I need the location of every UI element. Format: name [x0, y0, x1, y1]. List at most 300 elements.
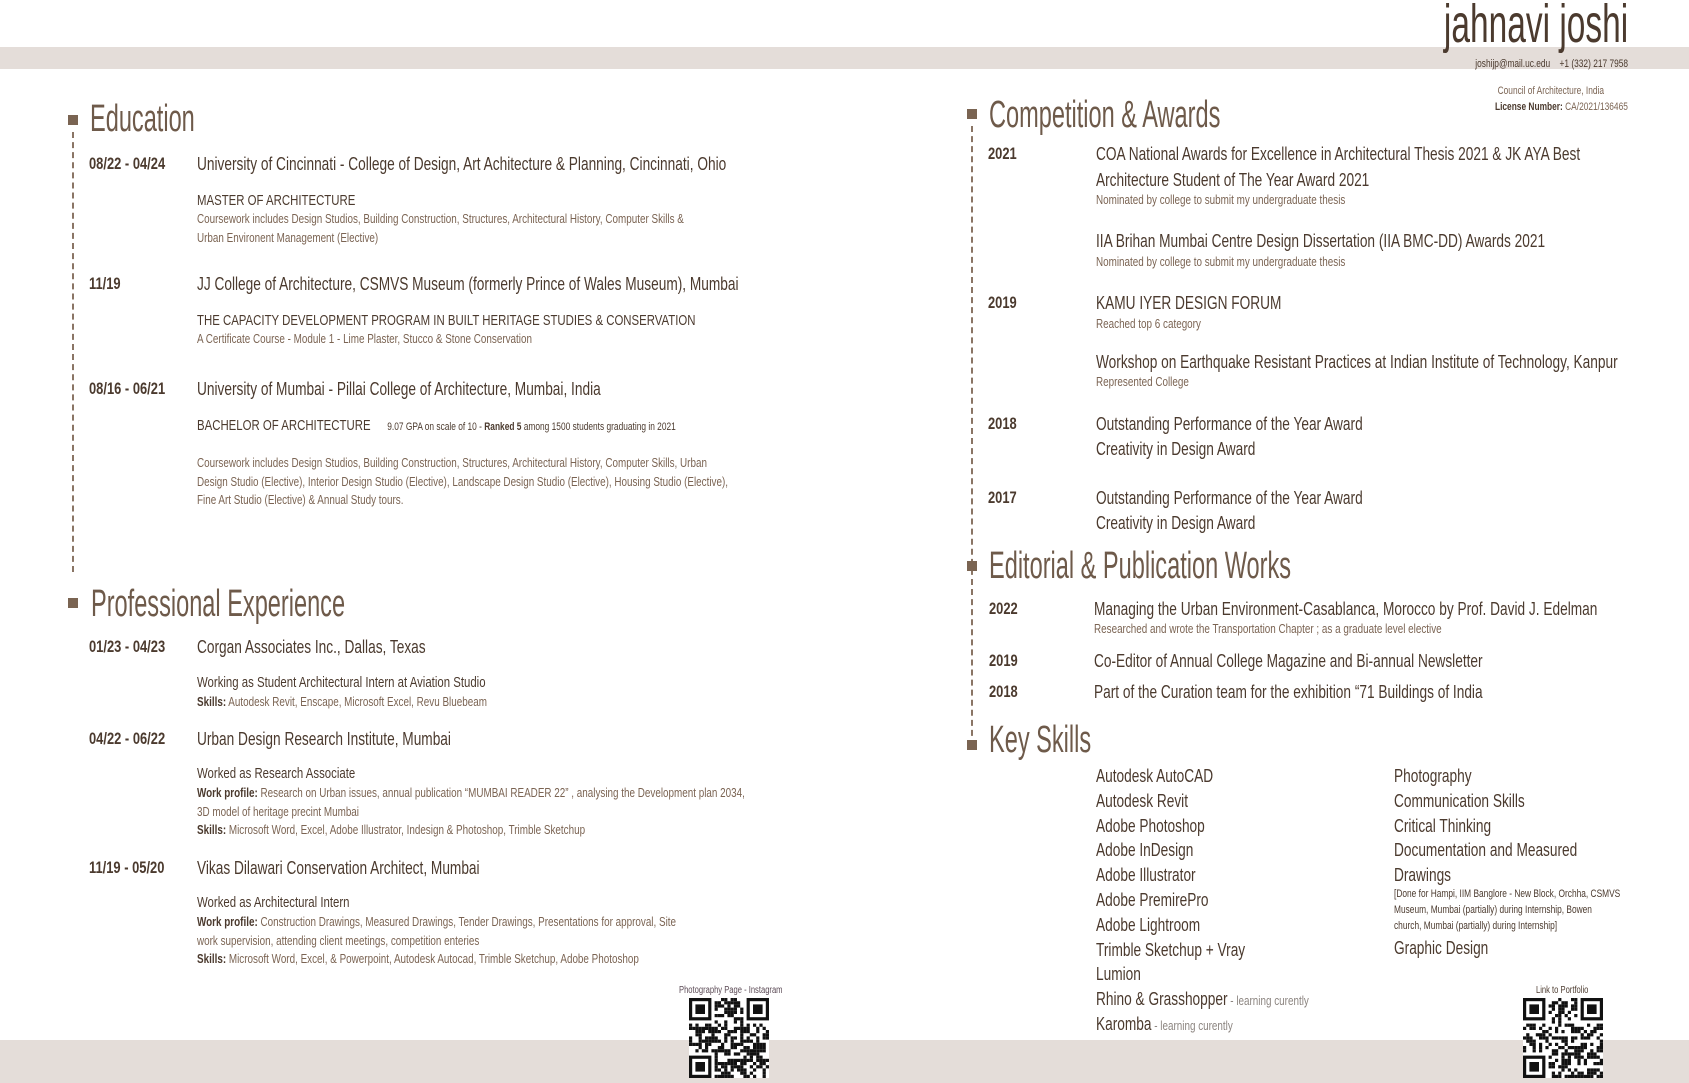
- qr-module: [1574, 1056, 1577, 1059]
- qr-module: [1552, 1001, 1555, 1004]
- qr-module: [702, 1040, 705, 1043]
- qr-module: [740, 1024, 743, 1027]
- qr-module: [1558, 1075, 1561, 1078]
- qr-module: [753, 1075, 756, 1078]
- qr-module: [766, 1059, 769, 1062]
- qr-module: [1571, 998, 1574, 1001]
- qr-module: [1533, 1024, 1536, 1027]
- education-institution: University of Cincinnati - College of Design, Art Achitecture & Planning, Cincinnati, Ohio: [197, 154, 727, 174]
- qr-module: [1571, 1075, 1574, 1078]
- qr-module: [1600, 1033, 1603, 1036]
- qr-module: [763, 1049, 766, 1052]
- qr-module: [708, 1040, 711, 1043]
- qr-module: [1574, 1014, 1577, 1017]
- qr-module: [699, 1027, 702, 1030]
- qr-module: [1555, 1043, 1558, 1046]
- qr-module: [763, 1043, 766, 1046]
- qr-module: [1542, 1030, 1545, 1033]
- qr-module: [740, 1065, 743, 1068]
- qr-module: [1561, 1036, 1564, 1039]
- qr-module: [727, 1059, 730, 1062]
- qr-module: [763, 1059, 766, 1062]
- qr-module: [1574, 1068, 1577, 1071]
- qr-module: [1600, 1040, 1603, 1043]
- qr-module: [1587, 1056, 1590, 1059]
- qr-module: [724, 1008, 727, 1011]
- qr-module: [1539, 1043, 1542, 1046]
- qr-module: [731, 1059, 734, 1062]
- qr-module: [750, 1065, 753, 1068]
- qr-module: [743, 1056, 746, 1059]
- qr-module: [1593, 1056, 1596, 1059]
- qr-module: [715, 1049, 718, 1052]
- qr-module: [1565, 1062, 1568, 1065]
- skill-item: Critical Thinking: [1394, 816, 1492, 836]
- experience-heading: Professional Experience: [91, 583, 346, 625]
- experience-profile: 3D model of heritage precint Mumbai: [197, 804, 360, 819]
- award-title: KAMU IYER DESIGN FORUM: [1096, 293, 1282, 313]
- qr-module: [718, 1049, 721, 1052]
- qr-module: [721, 1043, 724, 1046]
- qr-module: [1529, 1004, 1539, 1014]
- qr-module: [734, 1027, 737, 1030]
- qr-module: [753, 1046, 756, 1049]
- qr-module: [1526, 1024, 1529, 1027]
- qr-module: [759, 1043, 762, 1046]
- qr-module: [1542, 1024, 1545, 1027]
- qr-module: [1581, 1027, 1584, 1030]
- qr-module: [1571, 1030, 1574, 1033]
- qr-module: [747, 1027, 750, 1030]
- skill-label: Adobe Photoshop: [1096, 815, 1205, 836]
- qr-module: [718, 1075, 721, 1078]
- qr-module: [731, 1001, 734, 1004]
- qr-module: [734, 998, 737, 1001]
- section-bullet: [967, 109, 977, 119]
- qr-module: [756, 1056, 759, 1059]
- qr-module: [1593, 1027, 1596, 1030]
- qr-module: [740, 1059, 743, 1062]
- qr-module: [1558, 1008, 1561, 1011]
- qr-module: [692, 1043, 695, 1046]
- qr-module: [718, 1001, 721, 1004]
- skill-label: Trimble Sketchup + Vray: [1096, 939, 1246, 960]
- qr-module: [695, 1024, 698, 1027]
- qr-module: [740, 1040, 743, 1043]
- qr-module: [1600, 1059, 1603, 1062]
- portfolio-qr-caption: Link to Portfolio: [1536, 985, 1589, 996]
- qr-module: [727, 1072, 730, 1075]
- skill-item: Drawings: [1394, 865, 1452, 885]
- qr-module: [756, 1049, 759, 1052]
- qr-module: [727, 1014, 730, 1017]
- qr-module: [689, 1027, 692, 1030]
- qr-module: [731, 1043, 734, 1046]
- qr-module: [740, 1011, 743, 1014]
- qr-module: [724, 1072, 727, 1075]
- experience-role: Worked as Research Associate: [197, 765, 356, 782]
- qr-module: [753, 1062, 756, 1065]
- qr-module: [750, 1033, 753, 1036]
- qr-module: [711, 1033, 714, 1036]
- qr-module: [721, 998, 724, 1001]
- award-title: Outstanding Performance of the Year Award: [1096, 488, 1363, 508]
- qr-module: [1552, 1062, 1555, 1065]
- qr-module: [721, 1065, 724, 1068]
- bottom-band: [0, 1040, 1689, 1083]
- qr-module: [711, 1030, 714, 1033]
- qr-module: [1584, 1036, 1587, 1039]
- qr-module: [689, 1040, 692, 1043]
- skill-label: Autodesk AutoCAD: [1096, 766, 1214, 786]
- qr-module: [727, 1062, 730, 1065]
- qr-module: [1552, 1049, 1555, 1052]
- qr-module: [727, 1030, 730, 1033]
- qr-module: [747, 1040, 750, 1043]
- qr-module: [1561, 1011, 1564, 1014]
- qr-module: [1561, 1001, 1564, 1004]
- qr-module: [1549, 1004, 1552, 1007]
- qr-module: [1533, 1027, 1536, 1030]
- editorial-title: Co-Editor of Annual College Magazine and Bi-annual Newsletter: [1094, 651, 1483, 671]
- qr-module: [737, 1065, 740, 1068]
- qr-module: [731, 998, 734, 1001]
- qr-module: [1581, 1075, 1584, 1078]
- qr-module: [1590, 1056, 1593, 1059]
- qr-module: [1577, 1072, 1580, 1075]
- qr-module: [718, 1004, 721, 1007]
- experience-role: Worked as Architectural Intern: [197, 894, 350, 911]
- qr-module: [766, 1036, 769, 1039]
- qr-module: [715, 1027, 718, 1030]
- qr-module: [747, 1024, 750, 1027]
- qr-module: [766, 1030, 769, 1033]
- qr-module: [1545, 1030, 1548, 1033]
- qr-module: [750, 1059, 753, 1062]
- instagram-qr-caption: Photography Page - Instagram: [679, 985, 783, 996]
- qr-module: [724, 1020, 727, 1023]
- award-year: 2019: [988, 293, 1017, 312]
- qr-module: [734, 1020, 737, 1023]
- education-degree-row: [197, 418, 676, 434]
- qr-module: [1584, 1062, 1587, 1065]
- qr-module: [1590, 1068, 1593, 1071]
- qr-module: [731, 1011, 734, 1014]
- qr-module: [711, 1027, 714, 1030]
- qr-module: [1539, 1027, 1542, 1030]
- qr-module: [708, 1027, 711, 1030]
- qr-module: [1539, 1046, 1542, 1049]
- qr-module: [1561, 1040, 1564, 1043]
- qr-module: [750, 1040, 753, 1043]
- qr-module: [756, 1052, 759, 1055]
- qr-module: [766, 1065, 769, 1068]
- qr-module: [756, 1065, 759, 1068]
- qr-module: [1593, 1030, 1596, 1033]
- qr-module: [1574, 998, 1577, 1001]
- qr-module: [1565, 1043, 1568, 1046]
- qr-module: [721, 1049, 724, 1052]
- award-title: Creativity in Design Award: [1096, 513, 1256, 533]
- qr-module: [689, 1036, 692, 1039]
- experience-company: Vikas Dilawari Conservation Architect, Mumbai: [197, 858, 480, 878]
- qr-module: [1542, 1033, 1545, 1036]
- qr-module: [699, 1033, 702, 1036]
- qr-module: [1574, 1075, 1577, 1078]
- skills-heading: Key Skills: [989, 719, 1092, 761]
- education-date: 11/19: [89, 274, 121, 293]
- qr-module: [715, 1036, 718, 1039]
- qr-module: [1549, 1011, 1552, 1014]
- qr-module: [1574, 1008, 1577, 1011]
- qr-module: [737, 1059, 740, 1062]
- qr-module: [753, 1043, 756, 1046]
- qr-module: [1552, 1017, 1555, 1020]
- award-year: 2021: [988, 144, 1017, 163]
- portfolio-qr-code[interactable]: [1523, 998, 1603, 1078]
- education-degree: BACHELOR OF ARCHITECTURE: [197, 417, 371, 434]
- education-institution: JJ College of Architecture, CSMVS Museum (formerly Prince of Wales Museum), Mumbai: [197, 274, 739, 294]
- qr-module: [734, 1011, 737, 1014]
- qr-module: [747, 1059, 750, 1062]
- qr-module: [756, 1043, 759, 1046]
- qr-module: [1571, 1040, 1574, 1043]
- instagram-qr-code[interactable]: [689, 998, 769, 1078]
- qr-module: [1558, 1072, 1561, 1075]
- qr-module: [724, 998, 727, 1001]
- qr-module: [695, 1027, 698, 1030]
- skill-item: Graphic Design: [1394, 938, 1489, 958]
- qr-module: [737, 1052, 740, 1055]
- skill-item: [1096, 841, 1193, 859]
- qr-module: [737, 1004, 740, 1007]
- award-note: Nominated by college to submit my undergraduate thesis: [1096, 254, 1346, 269]
- skill-label: Adobe InDesign: [1096, 840, 1194, 861]
- qr-module: [1549, 1062, 1552, 1065]
- qr-module: [715, 1062, 718, 1065]
- experience-skills: Skills: Autodesk Revit, Enscape, Microsoft Excel, Revu Bluebeam: [197, 694, 487, 709]
- qr-module: [756, 1036, 759, 1039]
- qr-module: [1581, 1036, 1584, 1039]
- qr-module: [747, 1030, 750, 1033]
- qr-module: [715, 1040, 718, 1043]
- qr-module: [1590, 1072, 1593, 1075]
- qr-module: [734, 1001, 737, 1004]
- qr-module: [1558, 1017, 1561, 1020]
- email-link[interactable]: joshijp@mail.uc.edu: [1475, 58, 1551, 70]
- qr-module: [1561, 1056, 1564, 1059]
- qr-module: [766, 1033, 769, 1036]
- qr-module: [699, 1030, 702, 1033]
- qr-module: [740, 1036, 743, 1039]
- education-detail: Urban Environent Management (Elective): [197, 230, 379, 245]
- qr-module: [1597, 1068, 1600, 1071]
- learning-note: - learning curently: [1151, 1018, 1233, 1033]
- qr-module: [747, 1049, 750, 1052]
- qr-module: [1568, 1024, 1571, 1027]
- qr-module: [1558, 1014, 1561, 1017]
- education-detail: Coursework includes Design Studios, Building Construction, Structures, Architectural History, Computer Skills, Urban: [197, 455, 707, 470]
- timeline-divider: [72, 132, 74, 572]
- qr-module: [708, 1030, 711, 1033]
- qr-module: [1600, 1062, 1603, 1065]
- skill-item: [1096, 792, 1188, 810]
- qr-module: [1568, 1062, 1571, 1065]
- editorial-year: 2019: [989, 651, 1018, 670]
- skill-item: [1096, 941, 1245, 959]
- qr-module: [1552, 1075, 1555, 1078]
- qr-module: [731, 1075, 734, 1078]
- qr-module: [724, 1011, 727, 1014]
- qr-module: [753, 1024, 756, 1027]
- qr-module: [1565, 1040, 1568, 1043]
- qr-module: [1555, 1052, 1558, 1055]
- award-year: 2018: [988, 414, 1017, 433]
- qr-module: [1552, 1052, 1555, 1055]
- qr-module: [734, 1059, 737, 1062]
- skill-item: [1096, 817, 1205, 835]
- qr-module: [1581, 1072, 1584, 1075]
- award-title: IIA Brihan Mumbai Centre Design Dissertation (IIA BMC-DD) Awards 2021: [1096, 231, 1546, 251]
- experience-skills: Skills: Microsoft Word, Excel, Adobe Illustrator, Indesign & Photoshop, Trimble Sketchup: [197, 822, 586, 837]
- qr-module: [1529, 1036, 1532, 1039]
- qr-module: [734, 1004, 737, 1007]
- qr-module: [753, 1004, 763, 1014]
- qr-module: [1539, 1036, 1542, 1039]
- qr-module: [753, 1033, 756, 1036]
- qr-module: [743, 1046, 746, 1049]
- contact-line: [1475, 59, 1628, 70]
- qr-module: [1577, 1059, 1580, 1062]
- qr-module: [731, 1008, 734, 1011]
- qr-module: [756, 1059, 759, 1062]
- qr-module: [1571, 1024, 1574, 1027]
- qr-module: [727, 1001, 730, 1004]
- qr-module: [731, 1014, 734, 1017]
- qr-module: [1565, 1014, 1568, 1017]
- qr-module: [721, 1027, 724, 1030]
- qr-module: [724, 1075, 727, 1078]
- qr-module: [734, 1017, 737, 1020]
- qr-module: [695, 1004, 705, 1014]
- qr-module: [1590, 1043, 1593, 1046]
- qr-module: [1577, 1049, 1580, 1052]
- qr-module: [1561, 1008, 1564, 1011]
- qr-module: [1581, 1056, 1584, 1059]
- qr-module: [724, 1001, 727, 1004]
- qr-module: [705, 1027, 708, 1030]
- qr-module: [1600, 1024, 1603, 1027]
- qr-module: [1558, 1065, 1561, 1068]
- qr-module: [1561, 1004, 1564, 1007]
- qr-module: [727, 1011, 730, 1014]
- qr-module: [1523, 1046, 1526, 1049]
- qr-module: [1574, 1036, 1577, 1039]
- qr-module: [727, 1052, 730, 1055]
- qr-module: [1526, 1040, 1529, 1043]
- qr-module: [1565, 1036, 1568, 1039]
- qr-module: [763, 1068, 766, 1071]
- qr-module: [740, 1068, 743, 1071]
- qr-module: [708, 1024, 711, 1027]
- qr-module: [743, 1075, 746, 1078]
- qr-module: [1529, 1043, 1532, 1046]
- qr-module: [1574, 1027, 1577, 1030]
- qr-module: [1533, 1049, 1536, 1052]
- qr-module: [1587, 1024, 1590, 1027]
- qr-module: [1571, 1004, 1574, 1007]
- qr-module: [1571, 1036, 1574, 1039]
- qr-module: [1555, 1030, 1558, 1033]
- qr-module: [747, 1036, 750, 1039]
- qr-module: [1568, 1059, 1571, 1062]
- experience-date: 11/19 - 05/20: [89, 858, 165, 877]
- qr-module: [1558, 1024, 1561, 1027]
- qr-module: [1581, 1049, 1584, 1052]
- editorial-year: 2022: [989, 599, 1018, 618]
- qr-module: [743, 1072, 746, 1075]
- qr-module: [699, 1036, 702, 1039]
- qr-module: [1542, 1036, 1545, 1039]
- qr-module: [1555, 1059, 1558, 1062]
- qr-module: [721, 1075, 724, 1078]
- qr-module: [1565, 1065, 1568, 1068]
- qr-module: [1584, 1075, 1587, 1078]
- qr-module: [1558, 1036, 1561, 1039]
- candidate-name: jahnavi joshi: [1443, 0, 1628, 54]
- skill-item: Documentation and Measured: [1394, 840, 1578, 860]
- awards-heading: Competition & Awards: [989, 94, 1221, 136]
- qr-module: [718, 1040, 721, 1043]
- qr-module: [1587, 1052, 1590, 1055]
- section-bullet: [967, 740, 977, 750]
- qr-module: [1597, 1049, 1600, 1052]
- qr-module: [759, 1049, 762, 1052]
- qr-module: [756, 1046, 759, 1049]
- qr-module: [734, 1030, 737, 1033]
- qr-module: [724, 1068, 727, 1071]
- qr-module: [727, 1075, 730, 1078]
- qr-module: [1552, 1020, 1555, 1023]
- qr-module: [1574, 1001, 1577, 1004]
- editorial-title: Managing the Urban Environment-Casablanca, Morocco by Prof. David J. Edelman: [1094, 599, 1598, 619]
- skill-item: [1096, 990, 1309, 1008]
- qr-module: [1561, 1065, 1564, 1068]
- qr-module: [1584, 1043, 1587, 1046]
- qr-module: [1549, 1056, 1552, 1059]
- qr-module: [734, 1008, 737, 1011]
- qr-module: [715, 1065, 718, 1068]
- license-number: License Number: CA/2021/136465: [1495, 101, 1628, 113]
- qr-module: [1577, 1052, 1580, 1055]
- qr-module: [689, 1024, 692, 1027]
- qr-module: [699, 1043, 702, 1046]
- qr-module: [1597, 1056, 1600, 1059]
- qr-module: [1571, 1027, 1574, 1030]
- qr-module: [1593, 1068, 1596, 1071]
- qr-module: [695, 1049, 698, 1052]
- qr-module: [1565, 1024, 1568, 1027]
- award-title: Outstanding Performance of the Year Award: [1096, 414, 1363, 434]
- award-title: Architecture Student of The Year Award 2021: [1096, 170, 1370, 190]
- qr-module: [1593, 1052, 1596, 1055]
- qr-module: [1590, 1052, 1593, 1055]
- qr-module: [734, 1062, 737, 1065]
- award-title: Creativity in Design Award: [1096, 439, 1256, 459]
- qr-module: [1552, 1004, 1555, 1007]
- award-title: COA National Awards for Excellence in Architectural Thesis 2021 & JK AYA Best: [1096, 144, 1581, 164]
- qr-module: [1565, 1004, 1568, 1007]
